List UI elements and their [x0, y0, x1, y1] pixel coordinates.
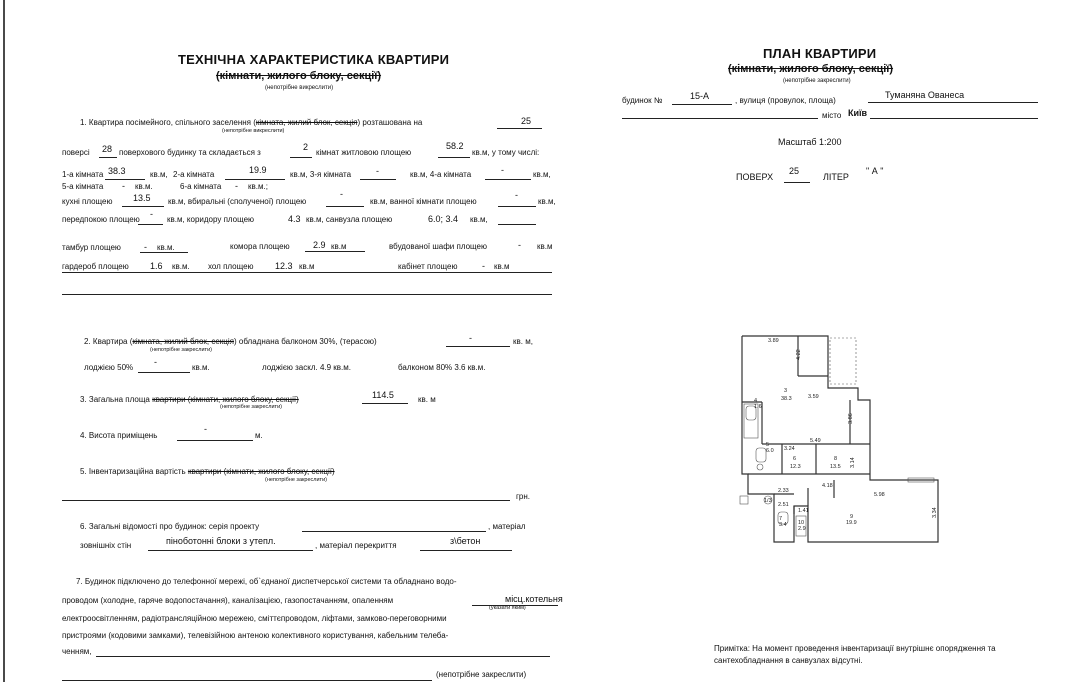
room9: 9 [850, 514, 854, 520]
note-cross-1: (непотрібне викреслити) [222, 128, 285, 134]
dim-359: 3.59 [808, 394, 819, 400]
item5: 5. Інвентаризаційна вартість квартири (кімнати, жилого блоку, секції) [80, 467, 335, 476]
liter: " А " [866, 166, 884, 176]
corridor-area: 4.3 [288, 214, 301, 224]
loggia-closed: лоджією заскл. 4.9 кв.м. [262, 363, 351, 372]
scale: Масштаб 1:200 [778, 137, 842, 147]
room5: 5 [766, 442, 770, 448]
city-name: Київ [848, 108, 868, 118]
item4: 4. Висота приміщень [80, 431, 158, 440]
dim-233: 2.33 [778, 488, 789, 494]
dim-549: 5.49 [810, 438, 821, 444]
item3: 3. Загальна площа квартири (кімнати, жилого блоку, секції) [80, 395, 299, 404]
total-area: 114.5 [372, 390, 394, 400]
area8: 13.5 [830, 464, 841, 470]
dim-251: 2.51 [778, 502, 789, 508]
room1-area: 38.3 [108, 166, 126, 176]
heating-type: місц.котельня [505, 594, 563, 604]
item6: 6. Загальні відомості про будинок: серія проекту [80, 522, 260, 531]
item1-line1: 1. Квартира посімейного, спільного заселення (кімната, жилий блок, секція) розташована на [80, 118, 423, 127]
balcony80: балконом 80% 3.6 кв.м. [398, 363, 486, 372]
plan-note-2: сантехобладнання в санвузлах відсутні. [714, 656, 863, 665]
floor-material: з\бетон [450, 536, 481, 546]
plan-floor: 25 [789, 166, 800, 176]
dim-422: 4.22 [796, 349, 802, 360]
building-number: 15-А [690, 91, 710, 101]
room4: 4 [754, 398, 758, 404]
right-title: ПЛАН КВАРТИРИ [763, 46, 877, 61]
room6: 6 [793, 456, 797, 462]
walls-material: піноботонні блоки з утепл. [166, 536, 276, 546]
sanitary-area: 6.0; 3.4 [428, 214, 459, 224]
label-floor: поверсі [62, 148, 90, 157]
area9: 19.9 [846, 520, 857, 526]
room8: 8 [834, 456, 838, 462]
pantry-area: 2.9 [313, 240, 326, 250]
dim-389: 3.89 [768, 338, 779, 344]
area3: 38.3 [781, 396, 792, 402]
floor-plan-drawing [738, 328, 948, 550]
holl-area: 12.3 [275, 261, 293, 271]
area10: 2.9 [798, 526, 806, 532]
left-edge-line [3, 0, 5, 682]
floors-total: 28 [102, 144, 113, 154]
left-subtitle: (кімнати, жилого блоку, секції) [216, 70, 382, 82]
street-name: Туманяна Ованеса [885, 90, 965, 100]
rooms-value: 2 [303, 142, 309, 152]
dim-386: 3.86 [848, 413, 854, 424]
room3: 3 [784, 388, 788, 394]
dim-314: 3.14 [850, 457, 856, 468]
item2-line1: 2. Квартира (кімната, жилий блок, секція) обладнана балконом 30%, (терасою) [84, 337, 377, 346]
area4: 1.6 [754, 404, 762, 410]
room7: 7 [779, 516, 783, 522]
plan-note: Примітка: На момент проведення інвентаризації внутрішнє опорядження та [714, 644, 996, 653]
dim-334: 3.34 [932, 507, 938, 518]
room2-area: 19.9 [249, 165, 267, 175]
left-title: ТЕХНІЧНА ХАРАКТЕРИСТИКА КВАРТИРИ [178, 52, 450, 67]
note-unneeded: (непотрібне викреслити) [265, 85, 334, 91]
dim-598: 5.98 [874, 492, 885, 498]
room10: 10 [798, 520, 805, 526]
dim-324: 3.24 [784, 446, 795, 452]
area7: 3.4 [779, 522, 787, 528]
floor-value: 25 [521, 116, 532, 126]
area5: 6.0 [766, 448, 774, 454]
living-area: 58.2 [446, 141, 464, 151]
kitchen-area: 13.5 [133, 193, 151, 203]
entrance-mark: 1/3 [764, 498, 772, 504]
dim-141: 1.41 [798, 508, 809, 514]
item7-line1: 7. Будинок підключено до телефонної мережі, об`єднаної диспетчерської системи та обладнано водо- [76, 577, 457, 586]
dim-418: 4.18 [822, 483, 833, 489]
area6: 12.3 [790, 464, 801, 470]
right-subtitle: (кімнати, жилого блоку, секції) [728, 63, 894, 75]
